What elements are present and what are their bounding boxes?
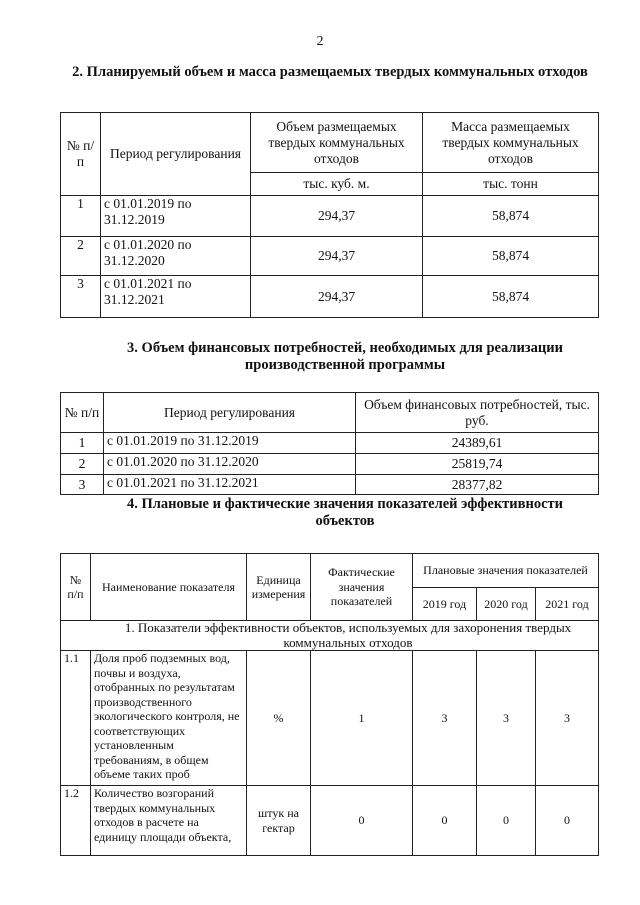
row-2020: 0 (477, 786, 536, 856)
table-row (61, 237, 599, 276)
row-volume: 294,37 (251, 237, 423, 276)
row-period: с 01.01.2021 по 31.12.2021 (104, 475, 356, 495)
row-actual: 0 (311, 786, 413, 856)
row-amount: 25819,74 (356, 454, 599, 475)
row-period: с 01.01.2020 по 31.12.2020 (104, 454, 356, 475)
row-num: 2 (61, 454, 104, 475)
row-mass: 58,874 (423, 237, 599, 276)
page-number: 2 (316, 34, 324, 49)
row-2019: 0 (413, 786, 477, 856)
efficiency-indicators-table (60, 553, 599, 856)
section-2-title: 2. Планируемый объем и масса размещаемых твердых коммунальных отходов (72, 64, 588, 80)
group-row: 1. Показатели эффективности объектов, используемых для захоронения твердых коммунальных отходов (61, 621, 599, 651)
row-2019: 3 (413, 651, 477, 786)
row-amount: 24389,61 (356, 433, 599, 454)
section-3-title: 3. Объем финансовых потребностей, необходимых для реализации производственной программы (127, 340, 563, 373)
row-unit: % (247, 651, 311, 786)
row-volume: 294,37 (251, 196, 423, 237)
row-num: 2 (61, 237, 101, 276)
financial-needs-table (60, 392, 599, 495)
header-2019: 2019 год (413, 588, 477, 621)
row-period: с 01.01.2020 по 31.12.2020 (101, 237, 251, 276)
row-2020: 3 (477, 651, 536, 786)
row-num: 1 (61, 433, 104, 454)
header-planned: Плановые значения показателей (413, 554, 599, 588)
row-num: 1.2 (61, 786, 91, 856)
header-period: Период регулирования (101, 113, 251, 196)
header-mass-unit: тыс. тонн (423, 173, 599, 196)
row-name: Доля проб подземных вод, почвы и воздуха, отобранных по результатам производственного экологического контроля, не соответствующих установленным требованиям, в общем объеме таких проб (91, 651, 247, 786)
header-num: № п/п (61, 113, 101, 196)
row-volume: 294,37 (251, 276, 423, 318)
row-num: 3 (61, 276, 101, 318)
row-period: с 01.01.2019 по 31.12.2019 (101, 196, 251, 237)
header-volume: Объем размещаемых твердых коммунальных отходов (251, 113, 423, 173)
row-2021: 3 (536, 651, 599, 786)
header-amount: Объем финансовых потребностей, тыс. руб. (356, 393, 599, 433)
header-period: Период регулирования (104, 393, 356, 433)
row-2021: 0 (536, 786, 599, 856)
row-mass: 58,874 (423, 276, 599, 318)
row-name: Количество возгораний твердых коммунальных отходов в расчете на единицу площади объекта, (91, 786, 247, 856)
row-unit: штук на гектар (247, 786, 311, 856)
header-unit: Единица измерения (247, 554, 311, 621)
header-volume-unit: тыс. куб. м. (251, 173, 423, 196)
row-actual: 1 (311, 651, 413, 786)
header-num: № п/п (61, 393, 104, 433)
table-row (61, 651, 599, 786)
row-mass: 58,874 (423, 196, 599, 237)
table-row (61, 786, 599, 856)
table-row (61, 454, 599, 475)
table-row (61, 475, 599, 495)
table-row (61, 433, 599, 454)
header-mass: Масса размещаемых твердых коммунальных отходов (423, 113, 599, 173)
row-amount: 28377,82 (356, 475, 599, 495)
waste-volume-table (60, 112, 599, 318)
header-2021: 2021 год (536, 588, 599, 621)
row-num: 3 (61, 475, 104, 495)
row-period: с 01.01.2019 по 31.12.2019 (104, 433, 356, 454)
header-name: Наименование показателя (91, 554, 247, 621)
table-row (61, 276, 599, 318)
header-actual: Фактические значения показателей (311, 554, 413, 621)
section-4-title: 4. Плановые и фактические значения показателей эффективности объектов (126, 496, 563, 529)
table-row (61, 196, 599, 237)
row-num: 1.1 (61, 651, 91, 786)
header-num: № п/п (61, 554, 91, 621)
header-2020: 2020 год (477, 588, 536, 621)
row-period: с 01.01.2021 по 31.12.2021 (101, 276, 251, 318)
row-num: 1 (61, 196, 101, 237)
